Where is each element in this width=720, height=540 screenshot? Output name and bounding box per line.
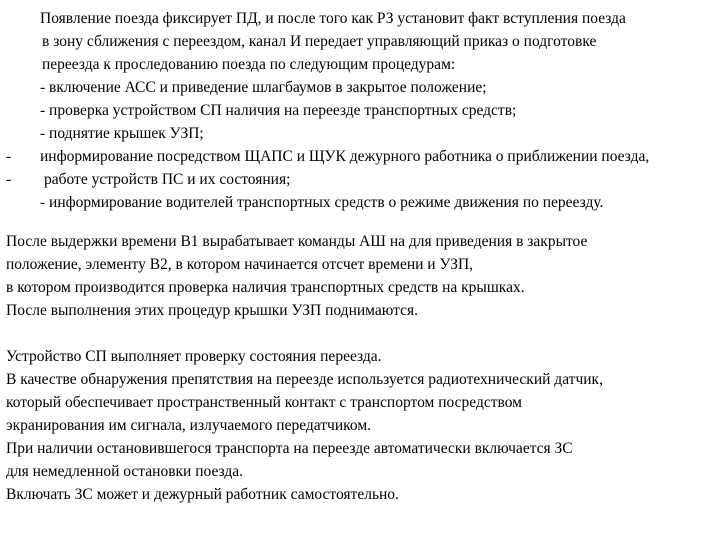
intro-line: в зону сближения с переездом, канал И передает управляющий приказ о подготовке — [42, 33, 597, 50]
procedure-item: - информирование водителей транспортных средств о режиме движения по переезду. — [40, 194, 604, 211]
paragraph-line: В качестве обнаружения препятствия на переезде используется радиотехнический датчик, — [6, 371, 603, 388]
paragraph-line: для немедленной остановки поезда. — [6, 463, 244, 480]
paragraph-line: Устройство СП выполняет проверку состояния переезда. — [6, 348, 382, 365]
procedure-item: работе устройств ПС и их состояния; — [44, 171, 291, 188]
procedure-item: - поднятие крышек УЗП; — [40, 125, 204, 142]
paragraph-line: в котором производится проверка наличия транспортных средств на крышках. — [6, 279, 525, 296]
intro-line: переезда к проследованию поезда по следующим процедурам: — [42, 56, 456, 73]
paragraph-line: положение, элементу В2, в котором начинается отсчет времени и УЗП, — [6, 256, 474, 273]
procedure-item: - включение АСС и приведение шлагбаумов в закрытое положение; — [40, 79, 487, 96]
procedure-item: информирование посредством ЩАПС и ЩУК дежурного работника о приближении поезда, — [40, 148, 650, 165]
margin-dash: - — [6, 148, 12, 165]
paragraph-line: Включать ЗС может и дежурный работник самостоятельно. — [6, 486, 399, 503]
margin-dash: - — [6, 171, 12, 188]
procedure-item: - проверка устройством СП наличия на переезде транспортных средств; — [40, 102, 517, 119]
intro-line: Появление поезда фиксирует ПД, и после того как РЗ установит факт вступления поезда — [40, 10, 626, 27]
paragraph-line: После выдержки времени В1 вырабатывает команды АШ на для приведения в закрытое — [6, 233, 588, 250]
paragraph-line: При наличии остановившегося транспорта на переезде автоматически включается ЗС — [6, 440, 573, 457]
paragraph-line: экранирования им сигнала, излучаемого передатчиком. — [6, 417, 371, 434]
paragraph-line: После выполнения этих процедур крышки УЗП поднимаются. — [6, 302, 418, 319]
paragraph-line: который обеспечивает пространственный контакт с транспортом посредством — [6, 394, 522, 411]
